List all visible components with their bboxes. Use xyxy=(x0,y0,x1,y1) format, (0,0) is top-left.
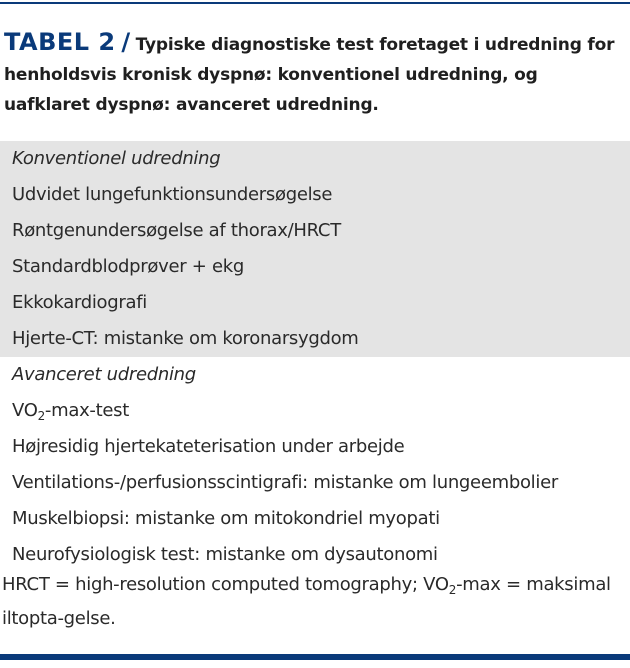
bottom-rule xyxy=(0,654,630,660)
section-heading-advanced: Avanceret udredning xyxy=(12,364,196,385)
table-footnote xyxy=(2,568,622,636)
table-row: Ekkokardiografi xyxy=(12,292,147,313)
footnote-part1: HRCT = high-resolution computed tomography; VO xyxy=(2,574,449,595)
table-row: Muskelbiopsi: mistanke om mitokondriel myopati xyxy=(12,508,440,529)
caption-text: Typiske diagnostiske test foretaget i udredning for henholdsvis kronisk dyspnø: konventionel udredning, og uafklaret dyspnø: avanceret udredning. xyxy=(4,35,615,115)
footnote-subscript: 2 xyxy=(448,583,457,597)
table-row: Røntgenundersøgelse af thorax/HRCT xyxy=(12,220,341,241)
table-row: Standardblodprøver + ekg xyxy=(12,256,244,277)
table-number: TABEL 2 xyxy=(4,28,116,56)
table-caption xyxy=(4,27,624,120)
caption-slash: / xyxy=(121,28,130,56)
section-advanced xyxy=(0,357,630,573)
top-rule xyxy=(0,2,630,4)
footnote-part2: -max = maksimal iltopta-gelse. xyxy=(2,574,611,629)
vo2-main: VO xyxy=(12,400,38,421)
table-row-vo2 xyxy=(0,393,630,429)
vo2-rest: -max-test xyxy=(44,400,129,421)
table-row: Højresidig hjertekateterisation under arbejde xyxy=(12,436,405,457)
table-row: Neurofysiologisk test: mistanke om dysautonomi xyxy=(12,544,438,565)
section-heading-conventional: Konventionel udredning xyxy=(12,148,221,169)
table-row: Ventilations-/perfusionsscintigrafi: mistanke om lungeembolier xyxy=(12,472,558,493)
table-row: Udvidet lungefunktionsundersøgelse xyxy=(12,184,333,205)
vo2-subscript: 2 xyxy=(37,409,45,423)
section-conventional xyxy=(0,141,630,357)
table-row: Hjerte-CT: mistanke om koronarsygdom xyxy=(12,328,359,349)
